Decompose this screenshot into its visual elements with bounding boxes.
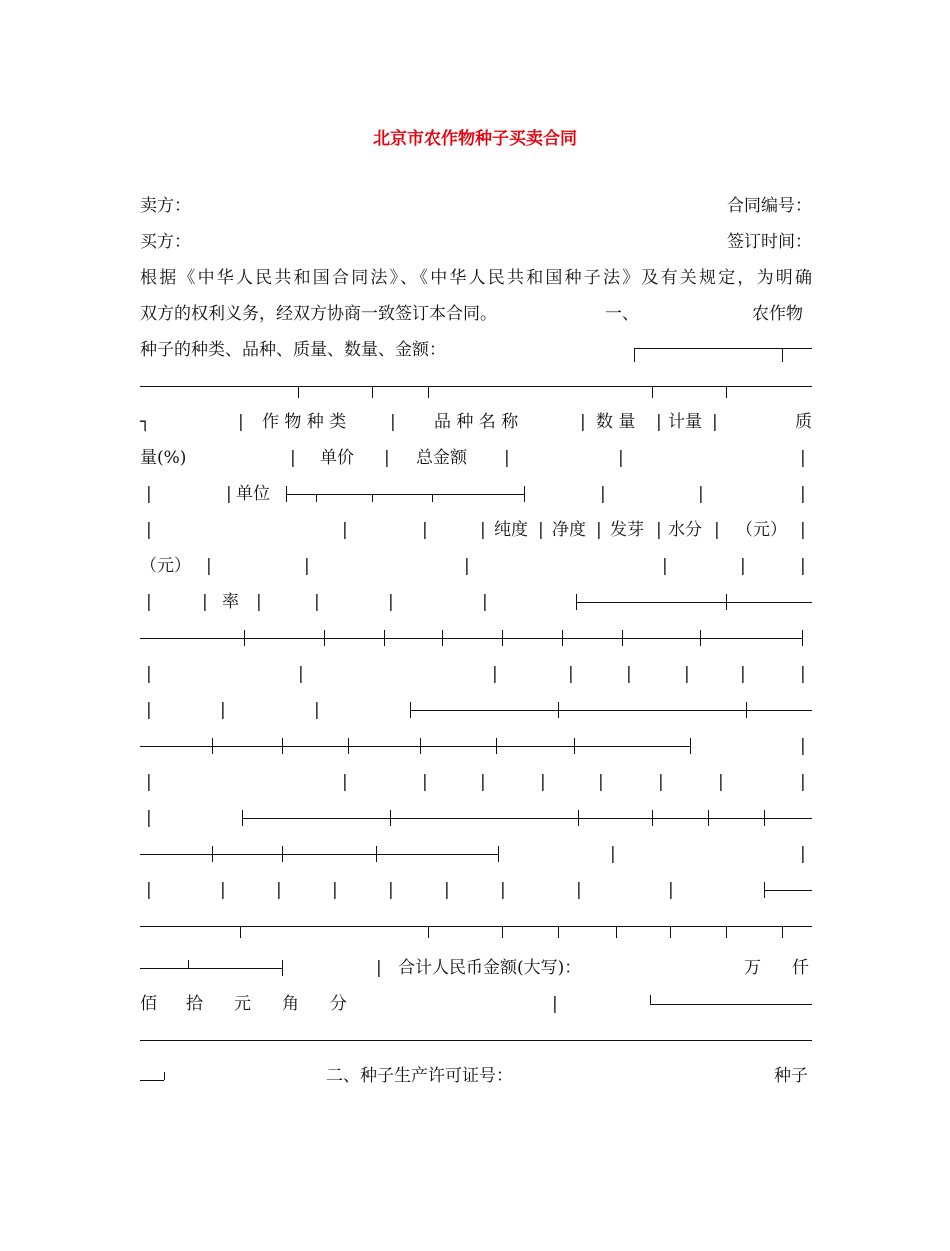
table-glyph: |	[656, 520, 662, 540]
table-glyph: |	[714, 520, 720, 540]
table-glyph: |	[146, 484, 152, 504]
table-glyph: |	[800, 520, 806, 540]
table-glyph: |	[314, 592, 320, 612]
table-line	[140, 841, 812, 867]
table-glyph: |	[552, 994, 558, 1014]
table-tick	[442, 630, 443, 646]
bai-label: 佰	[140, 994, 157, 1014]
table-glyph: |	[422, 520, 428, 540]
table-rule	[410, 710, 812, 711]
table-tick	[348, 738, 349, 754]
table-tick	[384, 630, 385, 646]
table-tick	[578, 810, 579, 826]
unit-header: 单位	[236, 484, 270, 504]
purity-header: 纯度	[494, 520, 528, 540]
table-line	[140, 445, 812, 471]
table-glyph: |	[220, 700, 226, 720]
table-corner-bottom-right	[164, 1072, 165, 1080]
section-1-heading: 种子的种类、品种、质量、数量、金额：	[140, 340, 446, 360]
quantity-header: 数 量	[596, 412, 636, 432]
table-tick	[574, 738, 575, 754]
table-glyph: |	[626, 664, 632, 684]
buyer-row	[140, 229, 812, 255]
table-tick	[298, 386, 299, 398]
table-glyph: |	[610, 844, 616, 864]
table-glyph: |	[540, 772, 546, 792]
table-glyph: |	[390, 412, 396, 432]
table-tick	[188, 960, 189, 968]
variety-name-header: 品 种 名 称	[434, 412, 519, 432]
table-glyph: |	[314, 700, 320, 720]
table-tick	[726, 386, 727, 398]
intro-line-3	[140, 337, 812, 363]
table-tick	[708, 810, 709, 826]
table-glyph: |	[238, 412, 244, 432]
table-rule	[140, 638, 802, 639]
moisture-header: 水分	[668, 520, 702, 540]
table-glyph: |	[580, 412, 586, 432]
table-tick	[428, 386, 429, 398]
table-glyph: |	[290, 448, 296, 468]
table-glyph: |	[202, 592, 208, 612]
table-tick	[372, 386, 373, 398]
unit-price-header: 单价	[320, 448, 354, 468]
intro-line-2-right: 农作物	[752, 304, 803, 324]
table-bottom-rule	[140, 1040, 812, 1041]
table-tick	[390, 810, 391, 826]
table-glyph: |	[740, 556, 746, 576]
table-glyph: |	[662, 556, 668, 576]
table-tick	[244, 630, 245, 646]
table-glyph: |	[276, 880, 282, 900]
table-glyph: |	[598, 772, 604, 792]
yuan-header-1: （元）	[736, 520, 787, 540]
net-header: 净度	[552, 520, 586, 540]
table-line	[140, 373, 812, 399]
table-glyph: |	[342, 772, 348, 792]
table-glyph: |	[712, 412, 718, 432]
table-glyph: |	[146, 880, 152, 900]
table-total-line	[140, 991, 812, 1017]
table-glyph: |	[444, 880, 450, 900]
table-glyph: |	[146, 772, 152, 792]
table-tick	[420, 738, 421, 754]
table-tick	[558, 702, 559, 718]
table-line	[140, 1027, 812, 1053]
table-glyph: |	[800, 844, 806, 864]
table-glyph: |	[388, 592, 394, 612]
table-line	[140, 517, 812, 543]
table-tick	[652, 810, 653, 826]
table-glyph: |	[718, 772, 724, 792]
table-rule	[524, 486, 525, 502]
table-line	[140, 625, 812, 651]
table-glyph: |	[538, 520, 544, 540]
shi-label: 拾	[186, 994, 203, 1014]
table-glyph: |	[226, 484, 232, 504]
table-line	[140, 661, 812, 687]
table-tick	[726, 926, 727, 938]
table-glyph: |	[206, 556, 212, 576]
table-tick	[764, 810, 765, 826]
table-tick	[782, 926, 783, 938]
intro-line-2-left: 双方的权利义务，经双方协商一致签订本合同。	[140, 304, 497, 324]
table-glyph: |	[668, 880, 674, 900]
table-tick	[746, 702, 747, 718]
table-bottom-rule	[650, 1004, 812, 1005]
table-line	[140, 589, 812, 615]
table-line	[140, 805, 812, 831]
qian-label: 仟	[792, 958, 809, 978]
quality-percent-header: 量(%)	[140, 448, 187, 468]
table-tick	[700, 630, 701, 646]
table-rule	[802, 630, 803, 646]
table-rule	[140, 386, 812, 387]
table-glyph: |	[146, 700, 152, 720]
table-glyph: |	[384, 448, 390, 468]
table-line-header	[140, 409, 812, 435]
wan-label: 万	[744, 958, 761, 978]
seller-label: 卖方：	[140, 196, 191, 216]
table-rule	[140, 746, 690, 747]
table-glyph: |	[656, 412, 662, 432]
table-tick	[316, 494, 317, 502]
table-tick	[558, 926, 559, 938]
table-rule	[242, 818, 812, 819]
table-tick	[502, 926, 503, 938]
table-line	[140, 697, 812, 723]
fen-label: 分	[330, 994, 347, 1014]
table-tick	[282, 738, 283, 754]
table-rule	[140, 968, 282, 969]
table-glyph: |	[800, 664, 806, 684]
table-line	[140, 877, 812, 903]
table-glyph: |	[304, 556, 310, 576]
quality-header: 质	[795, 412, 812, 432]
table-glyph: |	[684, 664, 690, 684]
table-glyph: |	[422, 772, 428, 792]
table-line	[140, 733, 812, 759]
table-glyph: ┐	[140, 412, 151, 432]
contract-number-label: 合同编号：	[727, 196, 812, 216]
table-glyph: |	[256, 592, 262, 612]
jiao-label: 角	[282, 994, 299, 1014]
table-tick	[282, 846, 283, 862]
table-tick	[726, 594, 727, 610]
buyer-label: 买方：	[140, 232, 191, 252]
table-glyph: |	[480, 520, 486, 540]
table-tick	[376, 846, 377, 862]
table-glyph: |	[740, 664, 746, 684]
table-tick	[502, 630, 503, 646]
intro-line-2	[140, 301, 812, 327]
table-corner-top-left	[634, 348, 635, 362]
table-tick	[432, 494, 433, 502]
section-1-number: 一、	[605, 304, 639, 324]
table-glyph: |	[482, 592, 488, 612]
table-tick	[428, 926, 429, 938]
table-tick	[496, 738, 497, 754]
table-rule	[140, 854, 498, 855]
document-title: 北京市农作物种子买卖合同	[373, 129, 577, 149]
table-tick	[616, 926, 617, 938]
total-amount-header: 总金额	[416, 448, 467, 468]
table-tick	[782, 348, 783, 362]
table-rule	[140, 1080, 164, 1081]
table-glyph: |	[800, 736, 806, 756]
table-glyph: |	[298, 664, 304, 684]
table-glyph: |	[146, 592, 152, 612]
table-rule	[286, 494, 524, 495]
sign-date-label: 签订时间：	[727, 232, 812, 252]
table-tick	[652, 386, 653, 398]
rate-header: 率	[222, 592, 239, 612]
table-glyph: |	[146, 808, 152, 828]
table-glyph: |	[492, 664, 498, 684]
section-2-trailing-text: 种子	[774, 1066, 808, 1086]
table-tick	[212, 738, 213, 754]
table-glyph: |	[800, 772, 806, 792]
table-rule	[764, 890, 812, 891]
table-tick	[240, 926, 241, 938]
table-glyph: |	[800, 484, 806, 504]
yuan-label: 元	[234, 994, 251, 1014]
yuan-header-2: （元）	[140, 556, 191, 576]
table-glyph: |	[332, 880, 338, 900]
table-total-line	[140, 955, 812, 981]
table-glyph: |	[576, 880, 582, 900]
table-glyph: |	[146, 520, 152, 540]
table-top-rule	[634, 348, 812, 349]
table-glyph: |	[220, 880, 226, 900]
seed-production-license-label: 二、种子生产许可证号：	[326, 1066, 513, 1086]
table-tick	[324, 630, 325, 646]
table-rule	[576, 602, 812, 603]
table-glyph: |	[800, 556, 806, 576]
table-line	[140, 481, 812, 507]
table-corner-bottom-left	[650, 995, 651, 1004]
table-glyph: |	[698, 484, 704, 504]
table-glyph: |	[600, 484, 606, 504]
crop-type-header: 作 物 种 类	[262, 412, 347, 432]
table-line	[140, 553, 812, 579]
table-glyph: |	[500, 880, 506, 900]
table-glyph: |	[480, 772, 486, 792]
table-tick	[562, 630, 563, 646]
table-glyph: |	[658, 772, 664, 792]
table-glyph: |	[342, 520, 348, 540]
table-line	[140, 769, 812, 795]
section-2-line	[140, 1063, 812, 1089]
table-glyph: |	[568, 664, 574, 684]
intro-line-1: 根据《中华人民共和国合同法》、《中华人民共和国种子法》及有关规定，为明确	[140, 268, 812, 288]
table-tick	[372, 494, 373, 502]
table-tick	[622, 630, 623, 646]
table-glyph: |	[618, 448, 624, 468]
table-rule	[690, 738, 691, 754]
table-glyph: |	[146, 664, 152, 684]
table-tick	[670, 926, 671, 938]
table-glyph: |	[800, 448, 806, 468]
germination-header: 发芽	[610, 520, 644, 540]
measure-header: 计量	[668, 412, 702, 432]
table-tick	[212, 846, 213, 862]
table-rule	[282, 960, 283, 976]
table-glyph: |	[388, 880, 394, 900]
seller-row	[140, 193, 812, 219]
table-rule	[498, 846, 499, 862]
table-glyph: |	[504, 448, 510, 468]
table-line	[140, 913, 812, 939]
table-glyph: |	[464, 556, 470, 576]
total-rmb-label: 合计人民币金额(大写)：	[398, 958, 582, 978]
table-glyph: |	[596, 520, 602, 540]
table-glyph: |	[376, 958, 382, 978]
